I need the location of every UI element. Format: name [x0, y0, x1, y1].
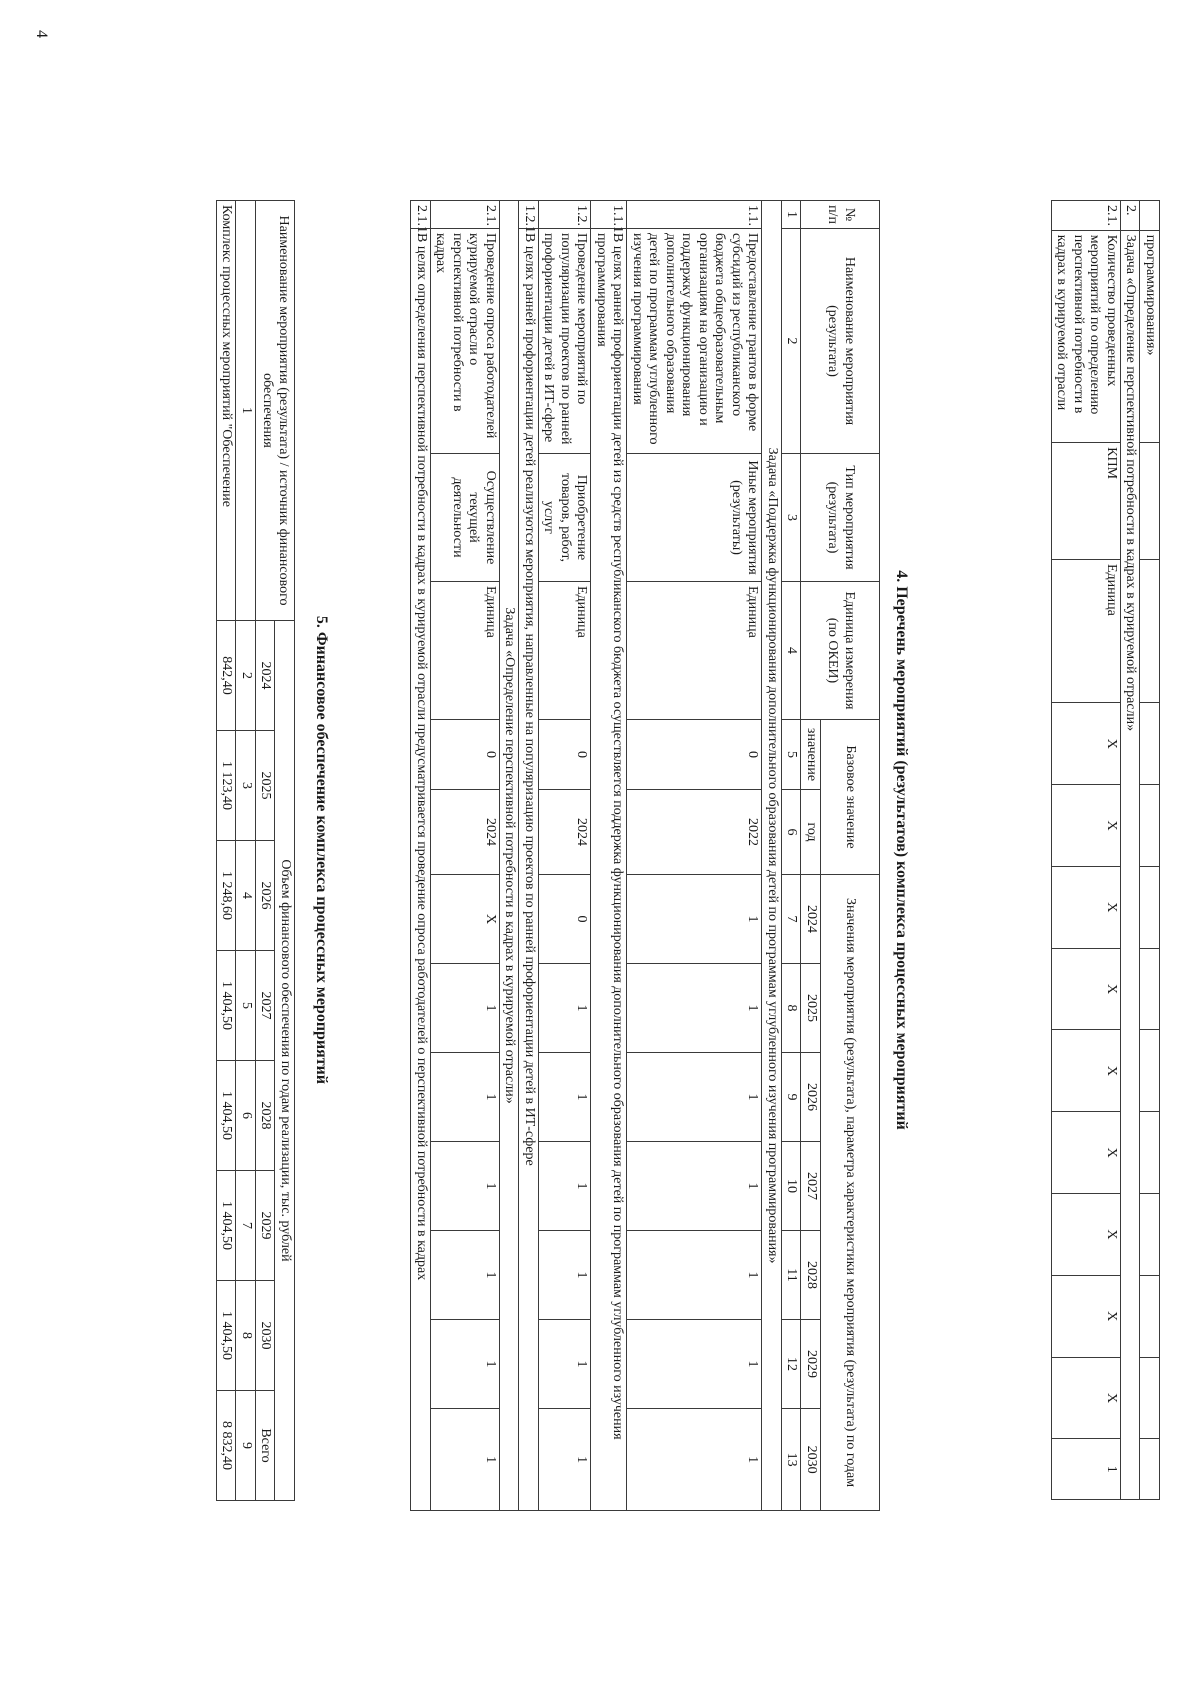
header-name: Наименование мероприятия (результата) — [801, 229, 880, 454]
measure-description: В целях ранней профориентации детей реализуются мероприятия, направленные на популяризацию проектов по ранней профориентации детей в ИТ-сфере — [519, 229, 539, 1511]
header-year: 2030 — [255, 1281, 275, 1391]
financing-table — [216, 200, 295, 1501]
amount-total: 8 832,40 — [216, 1391, 236, 1501]
col-number: 5 — [781, 720, 801, 790]
col-number: 1 — [781, 201, 801, 229]
value-cell: X — [1051, 1357, 1120, 1439]
measure-type: Приобретение товаров, работ, услуг — [538, 454, 591, 582]
value-cell: X — [1051, 1194, 1120, 1276]
amount-cell: 1 404,50 — [216, 1061, 236, 1171]
value-cell: 1 — [430, 1320, 499, 1409]
base-year: 2024 — [538, 790, 591, 875]
table-row — [430, 201, 499, 1511]
header-unit: Единица измерения (по ОКЕИ) — [801, 582, 880, 720]
header-year: 2027 — [255, 951, 275, 1061]
col-number: 6 — [236, 1061, 256, 1171]
value-cell: 1 — [538, 1231, 591, 1320]
value-cell: 1 — [627, 1409, 762, 1511]
value-cell: 1 — [627, 1142, 762, 1231]
header-year: 2025 — [801, 964, 821, 1053]
header-year: 2024 — [801, 875, 821, 964]
header-year: 2028 — [255, 1061, 275, 1171]
amount-cell: 1 404,50 — [216, 951, 236, 1061]
col-number: 6 — [781, 790, 801, 875]
table-row — [627, 201, 762, 1511]
indicator-name: Количество проведенных мероприятий по определению перспективной потребности в кадрах в курируемой отрасли — [1051, 230, 1120, 442]
header-year: 2026 — [801, 1053, 821, 1142]
value-cell: X — [1051, 866, 1120, 948]
header-years-group: Значения мероприятия (результата), параметра характеристики мероприятия (результата) по годам — [821, 875, 880, 1511]
col-number: 9 — [781, 1053, 801, 1142]
header-year: 2024 — [255, 621, 275, 731]
row-number: 1.1.1. — [591, 201, 627, 229]
measure-unit: Единица — [538, 582, 591, 720]
value-cell: 1 — [430, 1142, 499, 1231]
col-number: 12 — [781, 1320, 801, 1409]
measure-unit: Единица — [627, 582, 762, 720]
col-number: 9 — [236, 1391, 256, 1501]
measure-type: Осуществление текущей деятельности — [430, 454, 499, 582]
row-number: 1.2. — [538, 201, 591, 229]
amount-cell: 1 404,50 — [216, 1171, 236, 1281]
value-cell: 1 — [430, 1409, 499, 1511]
amount-cell: 1 123,40 — [216, 731, 236, 841]
task-row — [499, 201, 519, 1511]
value-cell: 1 — [627, 1231, 762, 1320]
value-cell: X — [1051, 1112, 1120, 1194]
column-number-row — [781, 201, 801, 1511]
task-heading: Задача «Определение перспективной потребности в кадрах в курируемой отрасли» — [1120, 230, 1140, 1499]
header-year: 2030 — [801, 1409, 821, 1511]
header-total: Всего — [255, 1391, 275, 1501]
value-cell: X — [1051, 703, 1120, 785]
col-number: 7 — [781, 875, 801, 964]
continuation-text: программирования» — [1140, 230, 1160, 442]
value-cell: X — [1051, 785, 1120, 867]
col-number: 3 — [236, 731, 256, 841]
measures-table — [410, 200, 880, 1511]
table-row — [1120, 201, 1140, 1500]
measure-description: В целях определения перспективной потребности в кадрах в курируемой отрасли предусматривается проведение опроса работодателей о перспективной потребности в кадрах — [411, 229, 431, 1511]
table-row — [411, 201, 431, 1511]
value-cell: 1 — [627, 1320, 762, 1409]
header-name: Наименование мероприятия (результата) / источник финансового обеспечения — [255, 201, 294, 621]
header-year: 2029 — [801, 1320, 821, 1409]
indicator-unit: Единица — [1051, 559, 1120, 702]
header-type: Тип мероприятия (результата) — [801, 454, 880, 582]
value-cell: 1 — [538, 1142, 591, 1231]
table-header-row — [275, 201, 295, 1501]
value-cell: 1 — [1051, 1439, 1120, 1500]
value-cell: 1 — [538, 1320, 591, 1409]
indicators-table-continuation — [1051, 200, 1160, 1500]
row-number: 1.2.1. — [519, 201, 539, 229]
financing-name: Комплекс процессных мероприятий "Обеспечение — [216, 201, 236, 621]
col-number: 8 — [781, 964, 801, 1053]
header-num: № п/п — [801, 201, 880, 229]
row-number: 2.1. — [430, 201, 499, 229]
header-year: 2028 — [801, 1231, 821, 1320]
task-row — [762, 201, 782, 1511]
base-value: 0 — [538, 720, 591, 790]
header-year: 2026 — [255, 841, 275, 951]
row-number: 2.1. — [1051, 201, 1120, 231]
value-cell: 1 — [430, 964, 499, 1053]
amount-cell: 1 248,60 — [216, 841, 236, 951]
col-number: 11 — [781, 1231, 801, 1320]
table-row — [1051, 201, 1120, 1500]
col-number: 5 — [236, 951, 256, 1061]
task-heading: Задача «Определение перспективной потребности в кадрах в курируемой отрасли» — [499, 201, 519, 1511]
header-year: 2025 — [255, 731, 275, 841]
row-number: 2. — [1120, 201, 1140, 231]
measure-description: В целях ранней профориентации детей из средств республиканского бюджета осуществляется поддержка функционирования дополнительного образования детей по программам углубленного изучения программирования — [591, 229, 627, 1511]
table-row — [216, 201, 236, 1501]
header-base: Базовое значение — [821, 720, 880, 875]
table-row — [519, 201, 539, 1511]
col-number: 13 — [781, 1409, 801, 1511]
value-cell: 0 — [538, 875, 591, 964]
measure-name: Предоставление грантов в форме субсидий из республиканского бюджета общеобразовательным организациям на организацию и поддержку функционирования дополнительного образования детей по программам углубленного изучения программирования — [627, 229, 762, 454]
measure-name: Проведение мероприятий по популяризации проектов по ранней профориентации детей в ИТ-сфере — [538, 229, 591, 454]
value-cell: 1 — [430, 1231, 499, 1320]
col-number: 7 — [236, 1171, 256, 1281]
table-header-row — [821, 201, 880, 1511]
page-number: 4 — [33, 30, 50, 38]
col-number: 4 — [236, 841, 256, 951]
value-cell: 1 — [430, 1053, 499, 1142]
row-number: 1.1. — [627, 201, 762, 229]
value-cell: 1 — [538, 1409, 591, 1511]
row-number: 2.1.1. — [411, 201, 431, 229]
value-cell: X — [1051, 1030, 1120, 1112]
task-heading: Задача «Поддержка функционирования дополнительного образования детей по программам углубленного изучения программирования» — [762, 201, 782, 1511]
value-cell: 1 — [627, 1053, 762, 1142]
col-number: 8 — [236, 1281, 256, 1391]
header-year: 2027 — [801, 1142, 821, 1231]
amount-cell: 842,40 — [216, 621, 236, 731]
value-cell: 1 — [627, 964, 762, 1053]
header-base-year: год — [801, 790, 821, 875]
header-base-value: значение — [801, 720, 821, 790]
col-number: 3 — [781, 454, 801, 582]
col-number: 4 — [781, 582, 801, 720]
header-volume: Объем финансового обеспечения по годам реализации, тыс. рублей — [275, 621, 295, 1501]
col-number: 2 — [236, 621, 256, 731]
measure-type: Иные мероприятия (результаты) — [627, 454, 762, 582]
measure-name: Проведение опроса работодателей курируемой отрасли о перспективной потребности в кадрах — [430, 229, 499, 454]
column-number-row — [236, 201, 256, 1501]
col-number: 2 — [781, 229, 801, 454]
base-year: 2024 — [430, 790, 499, 875]
value-cell: X — [1051, 1275, 1120, 1357]
header-year: 2029 — [255, 1171, 275, 1281]
base-year: 2022 — [627, 790, 762, 875]
amount-cell: 1 404,50 — [216, 1281, 236, 1391]
value-cell: 1 — [627, 875, 762, 964]
base-value: 0 — [430, 720, 499, 790]
value-cell: 1 — [538, 1053, 591, 1142]
section-5-title: 5. Финансовое обеспечение комплекса процессных мероприятий — [313, 615, 330, 1085]
table-row — [538, 201, 591, 1511]
table-row — [1140, 201, 1160, 1500]
col-number: 10 — [781, 1142, 801, 1231]
section-4-title: 4. Перечень мероприятий (результатов) комплекса процессных мероприятий — [893, 570, 910, 1130]
value-cell: 1 — [538, 964, 591, 1053]
indicator-type: КПМ — [1051, 443, 1120, 560]
table-row — [591, 201, 627, 1511]
col-number: 1 — [236, 201, 256, 621]
base-value: 0 — [627, 720, 762, 790]
measure-unit: Единица — [430, 582, 499, 720]
value-cell: X — [430, 875, 499, 964]
value-cell: X — [1051, 948, 1120, 1030]
